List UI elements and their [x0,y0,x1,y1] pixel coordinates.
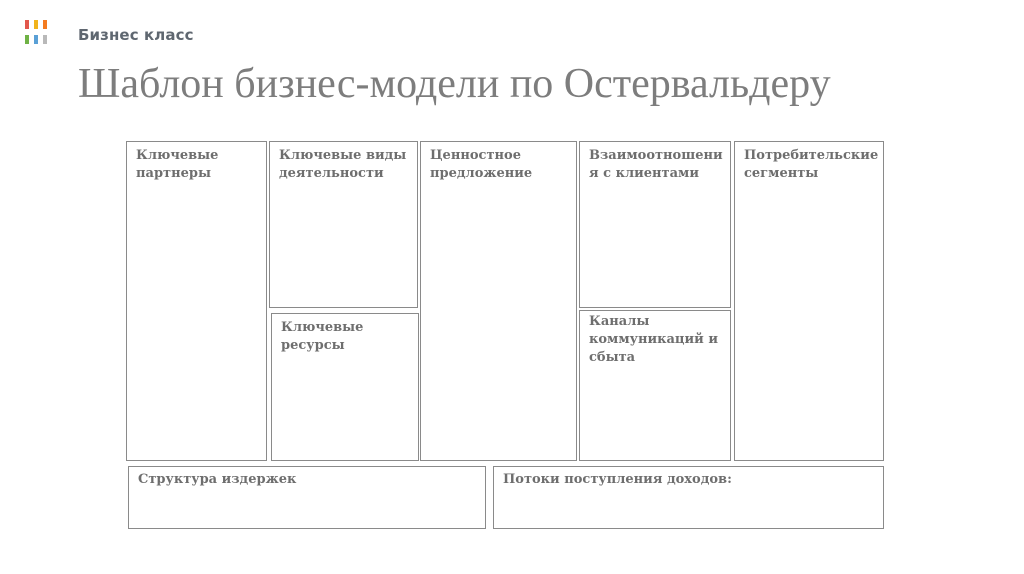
key-partners-block [126,141,267,461]
revenue-streams-block [493,466,884,529]
customer-segments-label: Потребительские сегменты [744,148,879,181]
logo-square [34,35,38,44]
logo-square [43,35,47,44]
logo-icon [25,20,49,48]
key-resources-label: Ключевые ресурсы [281,320,364,353]
brand-name: Бизнес класс [78,26,194,44]
value-proposition-block [420,141,577,461]
key-activities-block [269,141,418,308]
key-activities-label: Ключевые виды деятельности [279,148,407,181]
value-proposition-label: Ценностное предложение [430,148,533,181]
revenue-streams-label: Потоки поступления доходов: [503,472,732,487]
customer-segments-block [734,141,884,461]
cost-structure-block [128,466,486,529]
customer-relationships-label: Взаимоотношени я с клиентами [589,148,723,181]
page-title: Шаблон бизнес-модели по Остервальдеру [78,61,831,107]
key-resources-block [271,313,419,461]
logo-square [43,20,47,29]
customer-relationships-block [579,141,731,308]
logo-square [25,20,29,29]
channels-block [579,310,731,461]
cost-structure-label: Структура издержек [138,472,297,487]
logo-square [34,20,38,29]
key-partners-label: Ключевые партнеры [136,148,219,181]
logo-square [25,35,29,44]
channels-label: Каналы коммуникаций и сбыта [589,314,718,365]
